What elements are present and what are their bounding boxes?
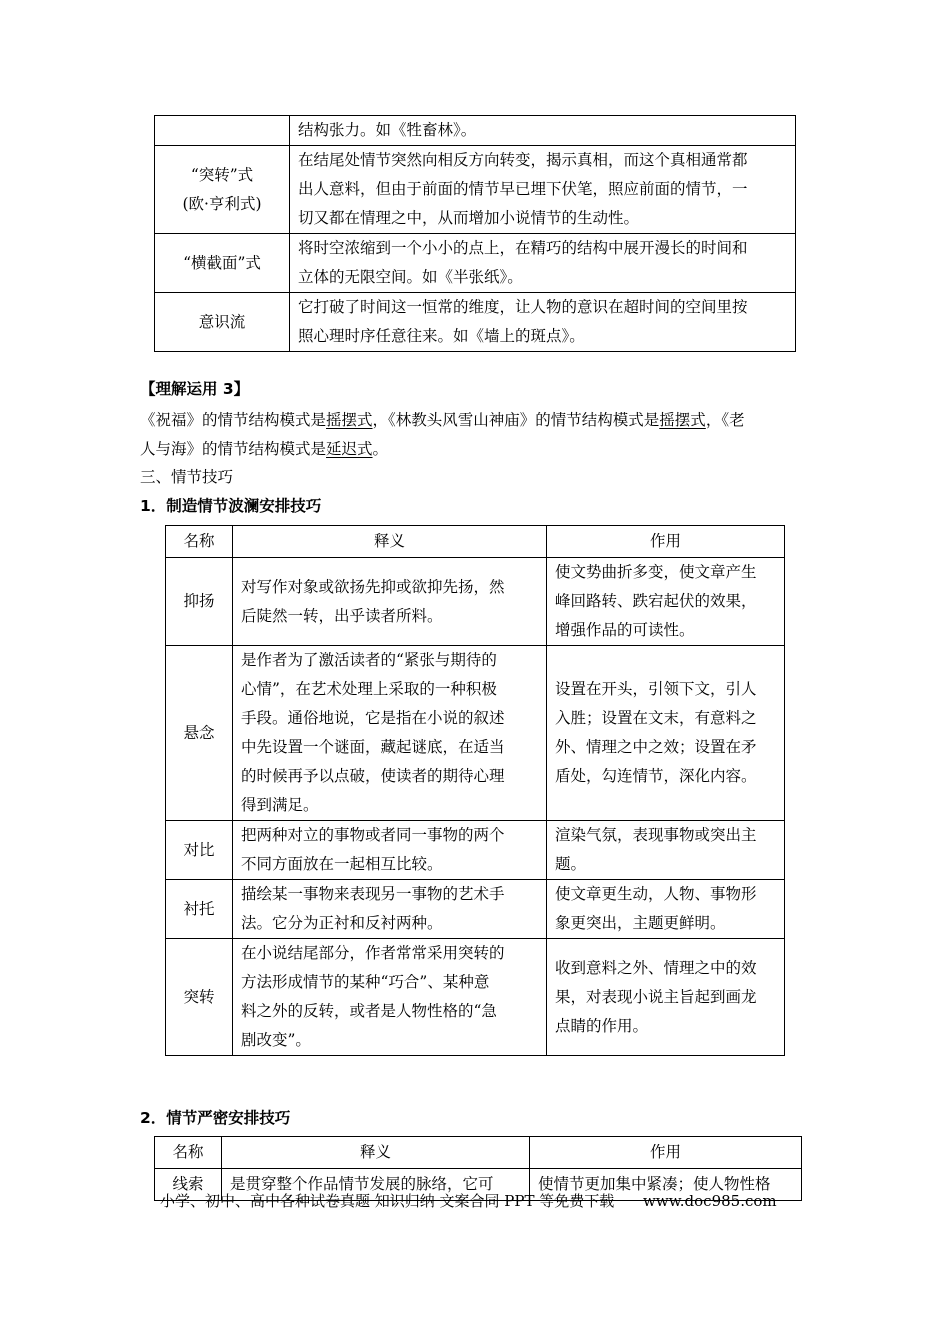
table-header-row xyxy=(166,526,785,558)
table-row xyxy=(166,939,785,1056)
table-cell-desc: 在小说结尾部分，作者常常采用突转的 方法形成情节的某种“巧合”、某种意 料之外的反转，或者是人物性格的“急 剧改变”。 xyxy=(233,939,547,1056)
column-header: 释义 xyxy=(222,1137,530,1169)
table-row xyxy=(166,821,785,880)
table-cell-name: 悬念 xyxy=(166,646,233,821)
table-cell-desc: 它打破了时间这一恒常的维度，让人物的意识在超时间的空间里按 照心理时序任意往来。如《墙上的斑点》。 xyxy=(290,293,796,352)
table-cell-desc: 在结尾处情节突然向相反方向转变，揭示真相，而这个真相通常都 出人意料，但由于前面的情节早已埋下伏笔，照应前面的情节，一 切又都在情理之中，从而增加小说情节的生动性。 xyxy=(290,146,796,234)
table-cell-name: “横截面”式 xyxy=(155,234,290,293)
footer-text: 小学、初中、高中各种试卷真题 知识归纳 文案合同 PPT 等免费下载 xyxy=(160,1192,615,1210)
table-cell-name: 衬托 xyxy=(166,880,233,939)
column-header: 释义 xyxy=(233,526,547,558)
table-row xyxy=(166,880,785,939)
apply-line-2: 人与海》的情节结构模式是延迟式。 xyxy=(140,440,389,458)
table-cell-effect: 渲染气氛，表现事物或突出主 题。 xyxy=(547,821,785,880)
section-title: 三、情节技巧 xyxy=(140,468,234,486)
table-cell-name: “突转”式 (欧·亨利式) xyxy=(155,146,290,234)
column-header: 名称 xyxy=(166,526,233,558)
table-row xyxy=(155,293,796,352)
table-cell-desc: 将时空浓缩到一个小小的点上，在精巧的结构中展开漫长的时间和 立体的无限空间。如《半张纸》。 xyxy=(290,234,796,293)
table-cell-name xyxy=(155,116,290,146)
table-row xyxy=(166,558,785,646)
apply-line-1: 《祝福》的情节结构模式是摇摆式，《林教头风雪山神庙》的情节结构模式是摇摆式，《老 xyxy=(140,411,745,429)
subsection-title-2: 2．情节严密安排技巧 xyxy=(140,1109,291,1127)
answer-3: 延迟式 xyxy=(326,440,373,458)
table-cell-effect: 使文章更生动，人物、事物形 象更突出，主题更鲜明。 xyxy=(547,880,785,939)
table-cell-desc: 是贯穿整个作品情节发展的脉络，它可 xyxy=(222,1169,530,1201)
table-cell-name: 对比 xyxy=(166,821,233,880)
table-cell-desc: 描绘某一事物来表现另一事物的艺术手 法。它分为正衬和反衬两种。 xyxy=(233,880,547,939)
table-cell-effect: 使文势曲折多变，使文章产生 峰回路转、跌宕起伏的效果， 增强作品的可读性。 xyxy=(547,558,785,646)
table-cell-desc: 结构张力。如《牲畜林》。 xyxy=(290,116,796,146)
answer-1: 摇摆式 xyxy=(326,411,373,429)
table-cell-name: 突转 xyxy=(166,939,233,1056)
column-header: 作用 xyxy=(530,1137,802,1169)
apply-heading: 【理解运用 3】 xyxy=(140,380,250,398)
table-cell-desc: 对写作对象或欲扬先抑或欲抑先扬，然 后陡然一转，出乎读者所料。 xyxy=(233,558,547,646)
table-cell-desc: 是作者为了激活读者的“紧张与期待的 心情”，在艺术处理上采取的一种积极 手段。通俗地说，它是指在小说的叙述 中先设置一个谜面，藏起谜底，在适当 的时候再予以点破，使读者的期待心理 得到满足。 xyxy=(233,646,547,821)
table-row xyxy=(166,646,785,821)
table-row xyxy=(155,234,796,293)
subsection-title-1: 1．制造情节波澜安排技巧 xyxy=(140,497,322,515)
table-cell-effect: 设置在开头，引领下文，引人 入胜；设置在文末，有意料之 外、情理之中之效；设置在矛 盾处，勾连情节，深化内容。 xyxy=(547,646,785,821)
table-cell-name: 意识流 xyxy=(155,293,290,352)
table-cell-desc: 把两种对立的事物或者同一事物的两个 不同方面放在一起相互比较。 xyxy=(233,821,547,880)
footer-site-link[interactable]: www.doc985.com xyxy=(643,1192,777,1210)
table-cell-name: 线索 xyxy=(155,1169,222,1201)
table-row xyxy=(155,116,796,146)
column-header: 名称 xyxy=(155,1137,222,1169)
answer-2: 摇摆式 xyxy=(659,411,706,429)
table-cell-effect: 收到意料之外、情理之中的效 果，对表现小说主旨起到画龙 点睛的作用。 xyxy=(547,939,785,1056)
table-row xyxy=(155,146,796,234)
table-header-row xyxy=(155,1137,802,1169)
page-footer xyxy=(160,1190,777,1211)
plot-wave-technique-table xyxy=(165,525,785,1056)
table-cell-name: 抑扬 xyxy=(166,558,233,646)
table-cell-effect: 使情节更加集中紧凑；使人物性格 xyxy=(530,1169,802,1201)
plot-structure-table xyxy=(154,115,796,352)
column-header: 作用 xyxy=(547,526,785,558)
